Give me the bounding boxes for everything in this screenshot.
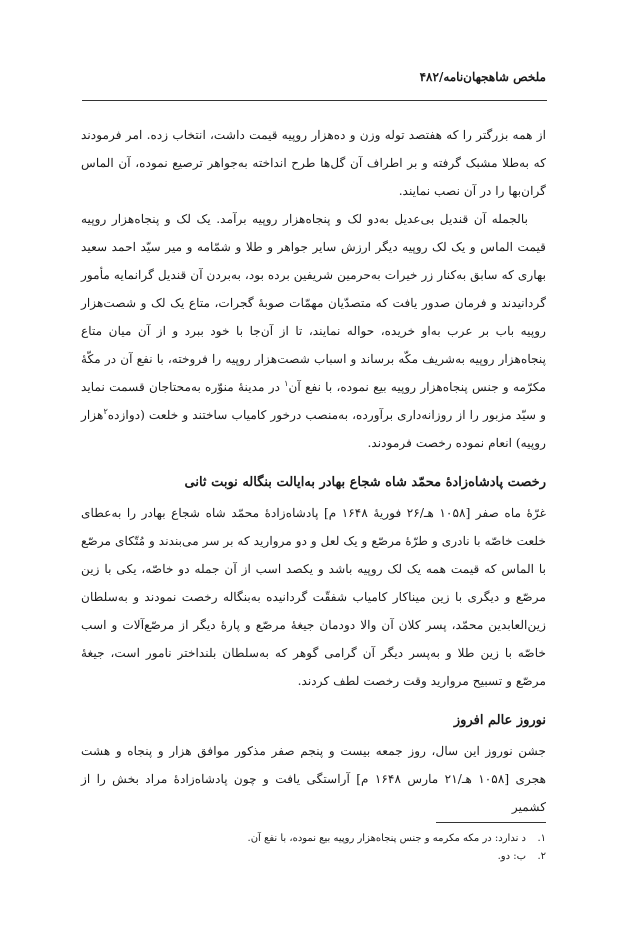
footnote-divider: [436, 822, 546, 823]
paragraph-2-part-c: هزار روپیه) انعام نموده رخصت فرمودند.: [81, 408, 546, 450]
main-text: [81, 121, 546, 821]
paragraph-1: از همه بزرگتر را که هفتصد توله وزن و ده‌هزار روپیه قیمت داشت، انتخاب زده. امر فرمودند که به‌طلا مشبک گرفته و بر اطراف آن گل‌ها طرح انداخته به‌جواهر ترصیع نموده، آن الماس گران‌بها را در آن نصب نمایند.: [81, 128, 546, 198]
paragraph-2-part-b: در مدینهٔ منوّره به‌محتاجان قسمت نماید و سیّد مزبور را از روزانه‌داری برآورده، به‌منصب درخور کامیاب ساختند و خلعت (دوازده: [81, 380, 546, 422]
section-heading-1: رخصت پادشاه‌زادهٔ محمّد شاه شجاع بهادر به‌ایالت بنگاله نوبت ثانی: [184, 475, 546, 490]
footnote-text: د ندارد: در مکه مکرمه و جنس پنجاه‌هزار روپیه بیع نموده، با نفع آن.: [247, 833, 526, 844]
paragraph-2-part-a: بالجمله آن قندیل بی‌عدیل به‌دو لک و پنجاه‌هزار روپیه برآمد. یک لک و پنجاه‌هزار روپیه قیمت الماس و یک لک روپیه دیگر ارزش سایر جواهر و طلا و شمّامه و میر سیّد احمد سعید بهاری که سابق به‌کنار زر خیرات به‌حرمین شریفین برده بود، به‌بردن آن قندیل گرانمایه مأمور گردانیدند و فرمان صدور یافت که متصدّیان مهمّات صوبهٔ گجرات، متاع یک لک و شصت‌هزار روپیه باب بر عرب به‌او خریده، حواله نمایند، تا از آن‌جا با خود ببرد و از آن میان متاع پنجاه‌هزار روپیه به‌شریف مکّه برساند و اسباب شصت‌هزار روپیه را فروخته، با نفع آن در مکّهٔ مکرّمه و جنس پنجاه‌هزار روپیه بیع نموده، با نفع آن: [81, 212, 546, 394]
footnotes: [81, 830, 546, 866]
section-heading-2: نوروز عالم افروز: [453, 713, 546, 728]
footnote-number: ۲.: [537, 851, 546, 862]
paragraph-4: جشن نوروز این سال، روز جمعه بیست و پنجم صفر مذکور موافق هزار و پنجاه و هشت هجری [۱۰۵۸ هـ/۲۱ مارس ۱۶۴۸ م] آراستگی یافت و چون پادشاه‌زادهٔ مراد بخش را از کشمیر: [81, 744, 547, 814]
footnote-text: ب: دو.: [497, 851, 526, 862]
footnote-1: [81, 830, 546, 848]
footnote-2: [81, 848, 546, 866]
header-divider: [82, 100, 547, 101]
running-header: ملخص شاهجهان‌نامه/۴۸۲: [419, 70, 546, 84]
paragraph-2: [81, 205, 546, 457]
paragraph-3: غرّهٔ ماه صفر [۱۰۵۸ هـ/۲۶ فوریهٔ ۱۶۴۸ م] پادشاه‌زادهٔ محمّد شاه شجاع بهادر را به‌عطای خلعت خاصّه با نادری و طرّهٔ مرصّع و یک لعل و دو مروارید که بر سر می‌بندند و مُتّکای مرصّع با الماس که قیمت همه یک لک روپیه باشد و یکصد اسب از آن جمله دو خاصّه، یکی با زین مرصّع و دیگری با زین میناکار کامیاب شفقّت گردانیده به‌بنگاله رخصت نمودند و به‌سلطان زین‌العابدین محمّد، پسر کلان آن والا دودمان جیغهٔ مرصّع و پارهٔ دیگر از مرصّع‌آلات و اسب خاصّه با زین طلا و به‌پسر دیگر آن گرامی گوهر که به‌سلطان بلنداختر نامور است، جیغهٔ مرصّع و تسبیح مروارید وقت رخصت لطف کردند.: [81, 506, 546, 688]
footnote-ref-1[interactable]: ۱: [284, 378, 289, 388]
footnote-ref-2[interactable]: ۲: [103, 406, 108, 416]
footnote-number: ۱.: [537, 833, 546, 844]
